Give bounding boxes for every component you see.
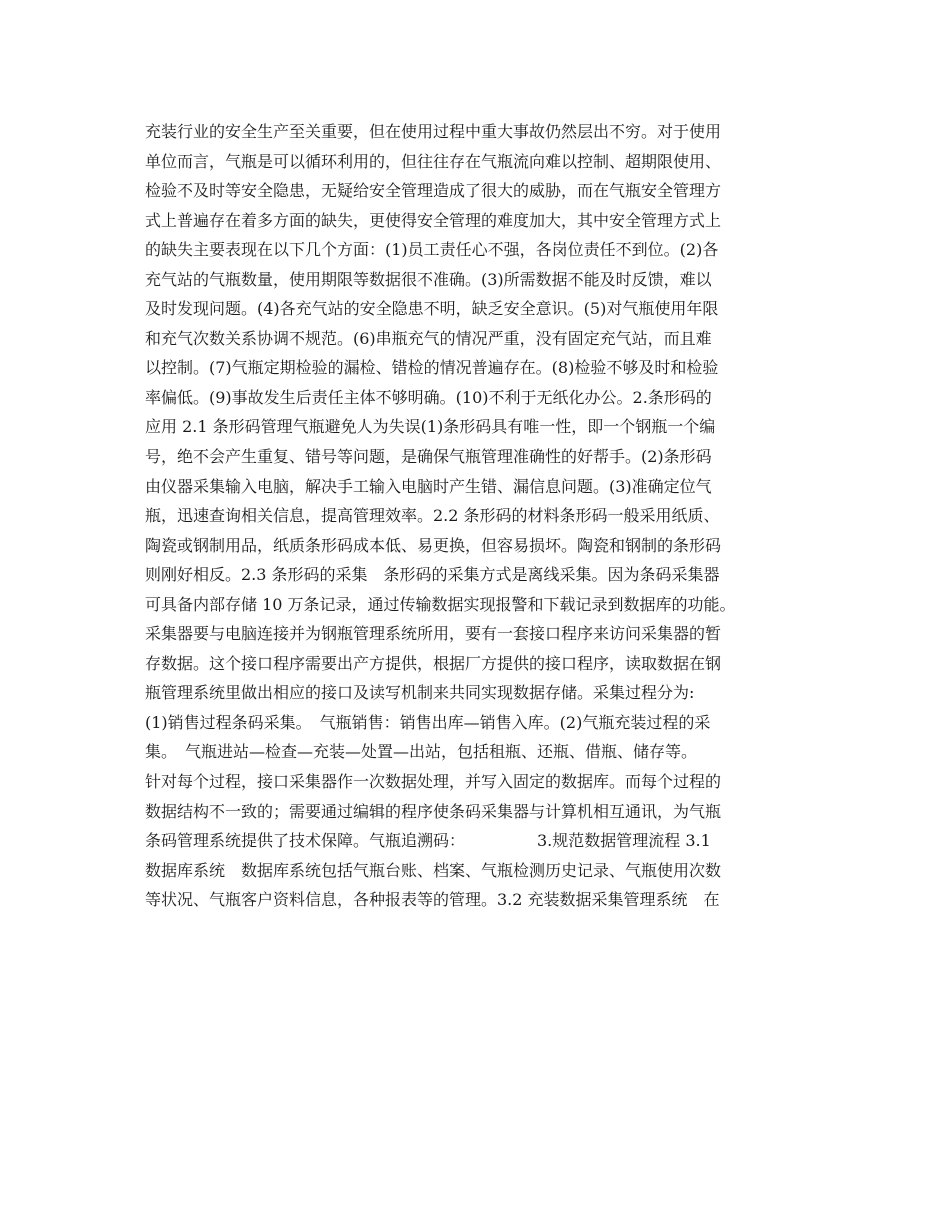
text-line: 条码管理系统提供了技术保障。气瓶追溯码： 3.规范数据管理流程 3.1: [145, 831, 711, 851]
text-line: 存数据。这个接口程序需要出产方提供，根据厂方提供的接口程序，读取数据在钢: [145, 653, 722, 673]
text-line: 针对每个过程，接口采集器作一次数据处理，并写入固定的数据库。而每个过程的: [145, 772, 722, 792]
text-line: 采集器要与电脑连接并为钢瓶管理系统所用，要有一套接口程序来访问采集器的暂: [145, 624, 722, 644]
text-line: 陶瓷或钢制用品，纸质条形码成本低、易更换，但容易损坏。陶瓷和钢制的条形码: [145, 535, 722, 555]
text-line: 瓶，迅速查询相关信息，提高管理效率。2.2 条形码的材料条形码一般采用纸质、: [145, 506, 720, 526]
text-line: 以控制。(7)气瓶定期检验的漏检、错检的情况普遍存在。(8)检验不够及时和检验: [145, 358, 719, 378]
text-line: 则刚好相反。2.3 条形码的采集 条形码的采集方式是离线采集。因为条码采集器: [145, 565, 720, 585]
text-line: 瓶管理系统里做出相应的接口及读写机制来共同实现数据存储。采集过程分为:: [145, 683, 695, 703]
text-line: 号，绝不会产生重复、错号等问题，是确保气瓶管理准确性的好帮手。(2)条形码: [145, 447, 712, 467]
text-line: (1)销售过程条码采集。 气瓶销售：销售出库—销售入库。(2)气瓶充装过程的采: [145, 712, 711, 732]
text-line: 检验不及时等安全隐患，无疑给安全管理造成了很大的威胁，而在气瓶安全管理方: [145, 181, 722, 201]
text-line: 充气站的气瓶数量，使用期限等数据很不准确。(3)所需数据不能及时反馈，难以: [145, 269, 712, 289]
text-line: 数据结构不一致的；需要通过编辑的程序使条码采集器与计算机相互通讯，为气瓶: [145, 801, 722, 821]
text-line: 数据库系统 数据库系统包括气瓶台账、档案、气瓶检测历史记录、气瓶使用次数: [145, 860, 722, 880]
text-line: 单位而言，气瓶是可以循环利用的，但往往存在气瓶流向难以控制、超期限使用、: [145, 151, 722, 171]
text-line: 式上普遍存在着多方面的缺失，更使得安全管理的难度加大，其中安全管理方式上: [145, 210, 722, 230]
text-line: 等状况、气瓶客户资料信息，各种报表等的管理。3.2 充装数据采集管理系统 在: [145, 890, 720, 910]
text-line: 和充气次数关系协调不规范。(6)串瓶充气的情况严重，没有固定充气站，而且难: [145, 328, 712, 348]
body-text: [145, 117, 825, 915]
text-line: 及时发现问题。(4)各充气站的安全隐患不明，缺乏安全意识。(5)对气瓶使用年限: [145, 299, 719, 319]
text-line: 集。 气瓶进站—检查—充装—处置—出站，包括租瓶、还瓶、借瓶、储存等。: [145, 742, 698, 762]
text-line: 由仪器采集输入电脑，解决手工输入电脑时产生错、漏信息问题。(3)准确定位气: [145, 476, 712, 496]
text-line: 可具备内部存储 10 万条记录，通过传输数据实现报警和下载记录到数据库的功能。: [145, 594, 736, 614]
text-line: 的缺失主要表现在以下几个方面：(1)员工责任心不强，各岗位责任不到位。(2)各: [145, 240, 719, 260]
text-line: 应用 2.1 条形码管理气瓶避免人为失误(1)条形码具有唯一性，即一个钢瓶一个编: [145, 417, 716, 437]
text-line: 率偏低。(9)事故发生后责任主体不够明确。(10)不利于无纸化办公。2.条形码的: [145, 387, 712, 407]
text-line: 充装行业的安全生产至关重要，但在使用过程中重大事故仍然层出不穷。对于使用: [145, 122, 722, 141]
